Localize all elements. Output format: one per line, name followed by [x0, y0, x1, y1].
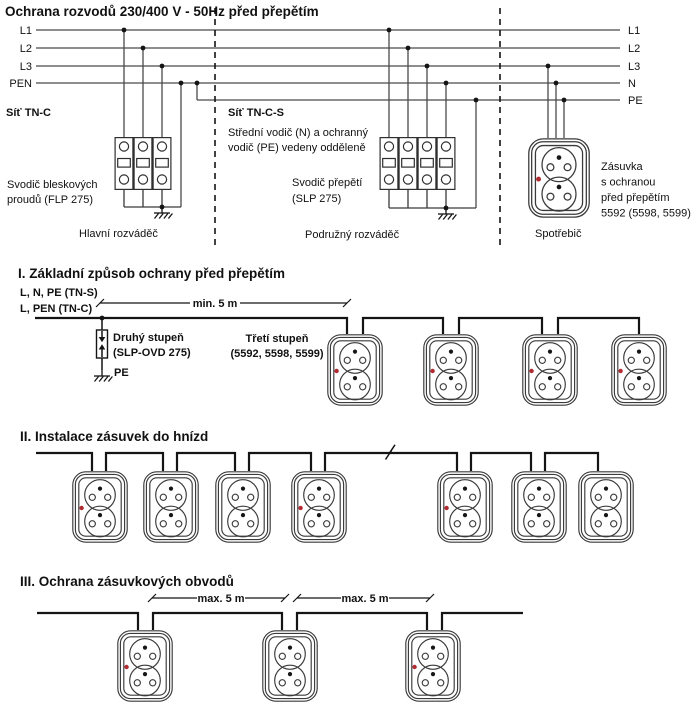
section-2-socket-clusters [20, 429, 633, 542]
section1-socket-1 [328, 335, 382, 405]
stage3-label-line1: Třetí stupeň [245, 333, 309, 345]
section-1-basic-protection [18, 266, 666, 405]
stage2-pe-label: PE [114, 367, 129, 379]
section2-socket-5 [438, 472, 492, 542]
section2-bus [36, 453, 598, 471]
socket-note-line3: před přepětím [601, 192, 670, 204]
tnc-arrester-label-line1: Svodič bleskových [7, 179, 98, 191]
section1-socket-2 [424, 335, 478, 405]
label-l1-right: L1 [628, 25, 641, 37]
section3-title: III. Ochrana zásuvkových obvodů [20, 574, 234, 589]
net-label-tnc: Síť TN-C [6, 107, 51, 119]
label-l2-left: L2 [19, 43, 32, 55]
section2-socket-6 [512, 472, 566, 542]
tncs-note-line1: Střední vodič (N) a ochranný [228, 127, 369, 139]
section2-socket-7 [579, 472, 633, 542]
stage2-arrester [94, 316, 112, 382]
bus-labels-left [9, 25, 32, 90]
tncs-note-line2: vodič (PE) vedeny odděleně [228, 142, 366, 154]
section2-socket-3 [216, 472, 270, 542]
section3-socket-3 [406, 631, 460, 701]
tncs-arrester-label-line2: (SLP 275) [292, 193, 342, 205]
socket-note-line4: 5592 (5598, 5599) [601, 207, 691, 220]
stage3-label-line2: (5592, 5598, 5599) [230, 348, 324, 360]
dimension-max-5m-1 [148, 593, 289, 605]
net-label-tncs: Síť TN-C-S [228, 107, 284, 119]
panel-label-sub: Podružný rozváděč [305, 229, 400, 241]
tncs-bottom-wires [389, 190, 476, 208]
label-l3-left: L3 [19, 61, 32, 73]
section-3-circuit-protection [20, 574, 523, 701]
label-n-right: N [628, 78, 636, 90]
panel-label-main: Hlavní rozváděč [79, 228, 158, 240]
section2-socket-4 [292, 472, 346, 542]
section1-title: I. Základní způsob ochrany před přepětím [18, 266, 286, 281]
section1-socket-3 [523, 335, 577, 405]
bus-labels-right [628, 25, 643, 107]
label-pe-right: PE [628, 95, 643, 107]
tncs-arrester-label-line1: Svodič přepětí [292, 177, 363, 189]
feeder-label-tnc: L, PEN (TN-C) [20, 303, 93, 315]
label-l1-left: L1 [19, 25, 32, 37]
page-title: Ochrana rozvodů 230/400 V - 50Hz před přepětím [5, 4, 319, 19]
section3-socket-2 [263, 631, 317, 701]
top-diagram [5, 4, 691, 245]
stage2-label-line2: (SLP-OVD 275) [113, 347, 191, 359]
dimension-label-max5m-1: max. 5 m [197, 593, 245, 605]
dimension-label-min5m: min. 5 m [192, 298, 238, 310]
dimension-min-5m [96, 298, 351, 310]
section2-socket-1 [73, 472, 127, 542]
section3-socket-1 [118, 631, 172, 701]
label-l2-right: L2 [628, 43, 641, 55]
surge-arrester-3pole [115, 138, 171, 190]
dimension-label-max5m-2: max. 5 m [341, 593, 389, 605]
appliance-drop-wires [548, 66, 564, 138]
tnc-bottom-wires [124, 190, 181, 207]
dimension-max-5m-2 [293, 593, 434, 605]
socket-note-line2: s ochranou [601, 176, 656, 189]
section1-socket-4 [612, 335, 666, 405]
panel-label-appliance: Spotřebič [535, 228, 582, 240]
tnc-arrester-label-line2: proudů (FLP 275) [7, 194, 94, 206]
label-l3-right: L3 [628, 61, 641, 73]
surge-arrester-4pole [380, 138, 455, 190]
stage2-label-line1: Druhý stupeň [113, 332, 184, 344]
section2-title: II. Instalace zásuvek do hnízd [20, 429, 209, 444]
label-pen-left: PEN [9, 78, 32, 90]
protected-socket-appliance [529, 139, 589, 217]
section2-socket-2 [144, 472, 198, 542]
section3-bus [37, 613, 523, 630]
feeder-label-tns: L, N, PE (TN-S) [20, 287, 98, 299]
socket-note-line1: Zásuvka [601, 161, 643, 173]
